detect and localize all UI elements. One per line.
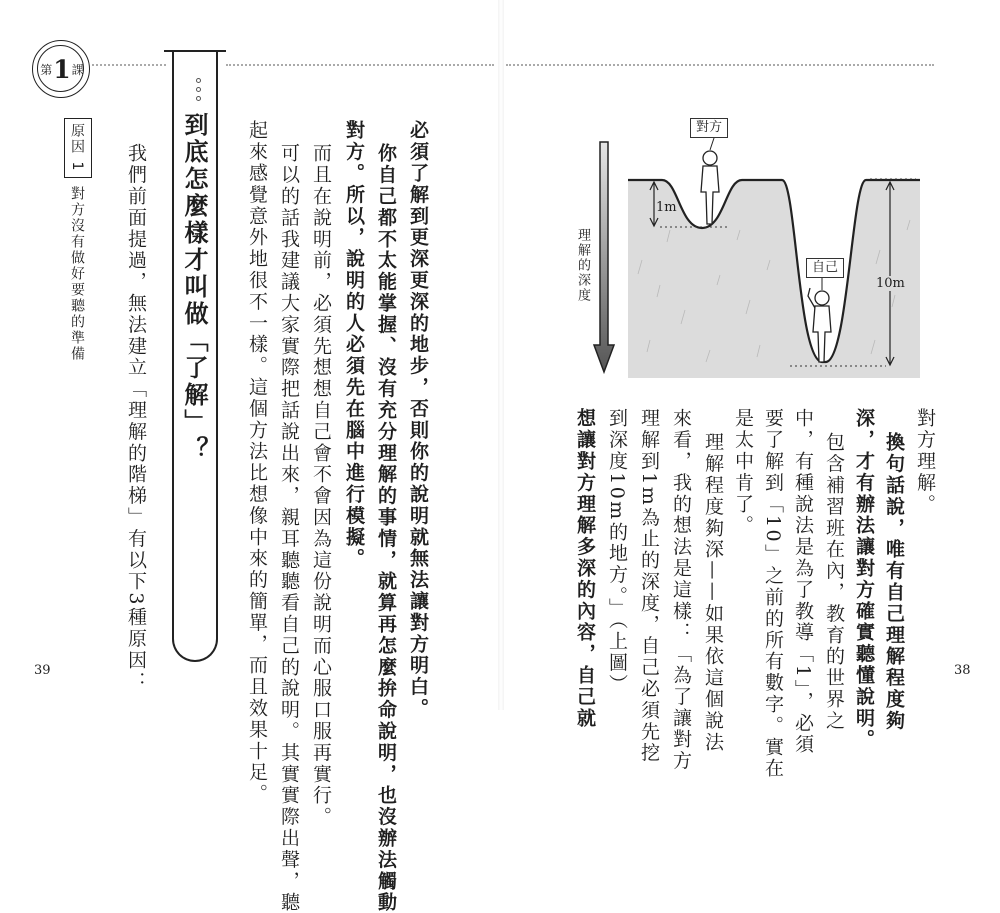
header-dotted-rule-right [506,64,934,66]
lesson-badge-text [33,55,91,84]
body-line: 可以的話我建議大家實際把話說出來，親耳聽聽看自己的說明。其實實際出聲，聽 [278,143,300,913]
lesson-prefix: 第 [40,63,53,77]
bubble-icon [196,87,201,92]
lesson-number: 1 [53,55,71,84]
body-line-bold: 深，才有辦法讓對方確實聽懂說明。 [853,408,875,751]
body-line: 理解到1m為止的深度，自己必須先挖 [638,408,660,764]
page-number-left: 39 [34,663,51,678]
body-line: 到深度10m的地方。」（上圖） [606,408,628,696]
lesson-badge [32,40,90,98]
page-number-right: 38 [954,663,971,678]
lesson-suffix: 課 [71,63,84,77]
reason-text: 對方沒有做好要聽的準備 [69,186,85,362]
body-line: 而且在說明前，必須先想想自己會不會因為這份說明而心服口服再實行。 [310,143,332,828]
reason-number: 1 [69,161,85,173]
label-depth-10m: 10m [876,276,905,291]
body-line: 是太中肯了。 [732,408,754,537]
body-line: 包含補習班在內，教育的世界之 [823,432,845,732]
body-line-bold: 必須了解到更深更深的地步，否則你的說明就無法讓對方明白。 [407,120,429,720]
depth-axis-label: 理解的深度 [575,228,590,303]
body-line: 要了解到「10」之前的所有數字。實在 [762,408,784,780]
body-line-bold: 對方。所以，說明的人必須先在腦中進行模擬。 [343,120,365,570]
person-other-icon [701,151,719,224]
body-line: 理解程度夠深——如果依這個說法 [702,432,724,753]
body-line: 中，有種說法是為了教導「1」，必須 [792,408,814,756]
body-line: 我們前面提過，無法建立「理解的階梯」有以下3種原因： [125,143,147,693]
reason-box [64,118,92,178]
bubble-icon [196,96,201,101]
chapter-title: 到底怎麼樣才叫做「了解」？ [180,112,208,463]
body-line: 對方理解。 [914,408,936,515]
depth-diagram [590,110,930,380]
label-depth-1m: 1m [656,200,677,215]
body-line-bold: 你自己都不太能掌握、沒有充分理解的事情，就算再怎麼拚命說明，也沒辦法觸動 [375,143,397,913]
label-other: 對方 [690,118,728,138]
reason-label: 原因 [69,123,85,155]
body-line: 來看，我的想法是這樣：「為了讓對方 [670,408,692,772]
callout-other [710,138,714,150]
reason-label-line [70,123,84,172]
body-line: 起來感覺意外地很不一樣。這個方法比想像中來的簡單，而且效果十足。 [246,120,268,805]
body-line-bold: 想讓對方理解多深的內容，自己就 [574,408,596,729]
page-gutter [498,0,504,710]
header-dotted-rule-left [92,64,166,66]
header-dotted-rule-mid [226,64,494,66]
body-line-bold: 換句話說，唯有自己理解程度夠 [883,432,905,732]
depth-arrow-icon [594,142,614,372]
bubble-icon [196,78,201,83]
label-self: 自己 [806,258,844,278]
